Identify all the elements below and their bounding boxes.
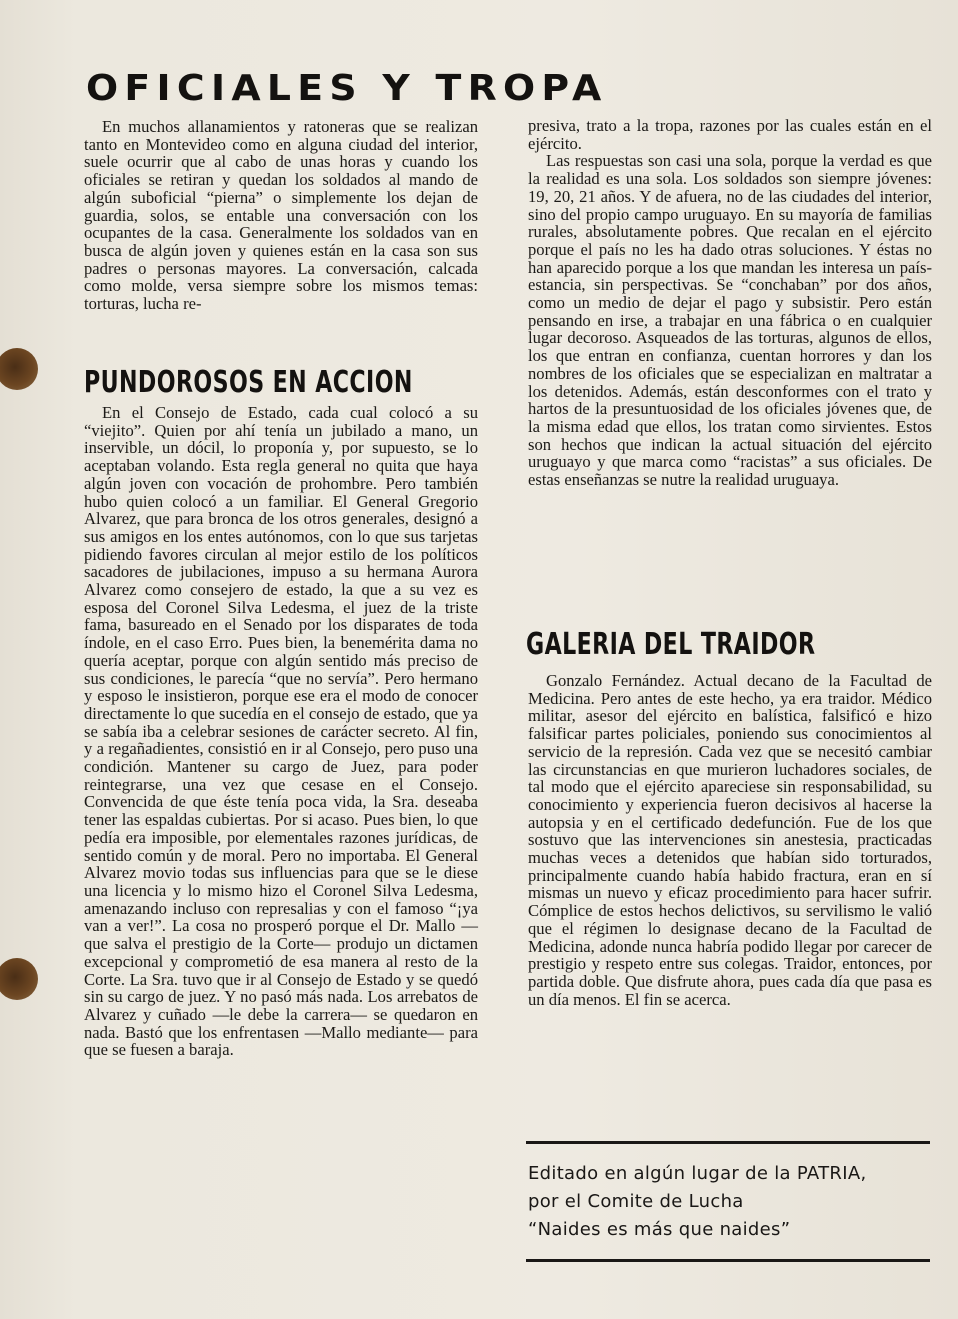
divider-bottom: [526, 1259, 930, 1262]
credits-line-1: Editado en algún lugar de la PATRIA,: [528, 1163, 867, 1184]
divider-top: [526, 1141, 930, 1144]
credits-line-2: por el Comite de Lucha: [528, 1191, 744, 1212]
publisher-credits: [528, 1160, 938, 1244]
section-heading-pundorosos: PUNDOROSOS EN ACCION: [84, 365, 413, 400]
binder-hole-bottom: [0, 958, 38, 1000]
soldiers-paragraph: Las respuestas son casi una sola, porque la verdad es que la realidad es una sola. Los soldados son siempre jóvenes: 19, 20, 21 años. Y de afuera, no de las ciudades del interior, sino del propio campo uruguayo. En su mayoría de familias rurales, absolutamente pobres. Que recalan en el ejército porque el país no les ha dado otras soluciones. Y éstas no han aparecido porque a los que mandan les interesa un país-estancia, sin perspectivas. Se “conchaban” por dos años, como un medio de dejar el pago y subsistir. Pero están pensando en irse, a trabajar en una fábrica o en cualquier lugar decoroso. Asqueados de las torturas, algunos de ellos, los que entran en confianza, cuentan horrores y dan los nombres de los oficiales que se especializan en maltratar a los detenidos. Además, están desconformes con el trato y hartos de la presuntuosidad de los oficiales jóvenes que, de la misma edad que ellos, los tratan como sirvientes. Estos son hechos que indican la actual situación del ejército uruguayo y que marca como “racistas” a sus oficiales. De estas enseñanzas se nutre la realidad uruguaya.: [528, 151, 932, 490]
traidor-paragraph: Gonzalo Fernández. Actual decano de la Facultad de Medicina. Pero antes de este hecho, ya era traidor. Médico militar, asesor del ejército en balística, falsificó e hizo falsificar partes policiales, poniendo sus conocimientos al servicio de la represión. Cada vez que se necesitó cambiar las circunstancias en que murieron luchadores sociales, de tal modo que el ejército apareciese sin responsabilidad, su conocimiento y experiencia fueron decisivos al hacerse la autopsia y en el certificado dedefunción. Fue de los que sostuvo que las intervenciones sin anestesia, practicadas muchas veces a detenidos que habían sido torturados, principalmente cuando había habido fractura, eran en sí mismas un nuevo y eficaz procedimiento para hacer sufrir. Cómplice de estos hechos delictivos, su servilismo le valió que el régimen lo designase decano de la Facultad de Medicina, adonde nunca habría podido llegar por carecer de prestigio y respeto entre sus colegas. Traidor, entonces, por partida doble. Que disfrute ahora, pues cada día que pasa es un día menos. El fin se acerca.: [528, 671, 932, 1009]
page-title: OFICIALES Y TROPA: [86, 68, 608, 109]
continuation-paragraph: presiva, trato a la tropa, razones por las cuales están en el ejército.: [528, 116, 932, 153]
right-column: [528, 117, 932, 489]
intro-paragraph: En muchos allanamientos y ratoneras que se realizan tanto en Montevideo como en alguna ciudad del interior, suele ocurrir que al cabo de unas horas y cuando los oficiales se retiran y quedan los soldados al mando de algún suboficial “pierna” o simplemente los dejan de guardia, solos, se entable una conversación con los ocupantes de la casa. Generalmente los soldados van en busca de algún joven y quienes están en la casa son sus padres o personas mayores. La conversación, calcada como molde, versa siempre sobre los mismos temas: torturas, lucha re-: [84, 117, 478, 314]
section-heading-galeria: GALERIA DEL TRAIDOR: [526, 627, 816, 662]
left-column-section: [84, 404, 478, 1059]
pundorosos-paragraph: En el Consejo de Estado, cada cual colocó a su “viejito”. Quien por ahí tenía un jubilado a mano, un inservible, un dócil, lo proponía y, por supuesto, se lo aceptaban volando. Esta regla general no quita que haya algún joven con vocación de prohombre. Pero también hubo quien colocó a un familiar. El General Gregorio Alvarez, que para bronca de los otros generales, designó a sus amigos en los entes autónomos, con lo que sus tarjetas pidiendo favores circulan al mejor estilo de los políticos sacadores de jubilaciones, impuso a su hermana Aurora Alvarez como consejero de estado, la que a su vez es esposa del Coronel Silva Ledesma, el juez de la triste fama, basureado en el Senado por los disparates de toda índole, en el caso Erro. Pues bien, la benemérita dama no quería aceptar, porque con algún sentido más preciso de sus condiciones, le parecía “que no servía”. Pero hermano y esposo le insistieron, porque ese era el modo de conocer directamente lo que sucedía en el consejo de estado, que ya se sabía iba a celebrar sesiones de carácter secreto. Al fin, y a regañadientes, consistió en ir al Consejo, pero puso una condición. Mantener su cargo de Juez, para poder reintegrarse, una vez que cesase en el Consejo. Convencida de que éste tenía poca vida, la Sra. deseaba tener las espaldas cubiertas. Por si acaso. Pues bien, lo que pedía era imposible, por elementales razones jurídicas, de sentido común y de moral. Pero no importaba. El General Alvarez movio todas sus influencias para que se le diese una licencia y lo mismo hizo el Coronel Silva Ledesma, amenazando incluso con represalias y con el famoso “¡ya van a ver!”. La cosa no prosperó porque el Dr. Mallo —que salva el prestigio de la Corte— produjo un dictamen excepcional y comprometió de esa manera al resto de la Corte. La Sra. tuvo que ir al Consejo de Estado y se quedó sin su cargo de juez. Y no pasó más nada. Los arrebatos de Alvarez y cuñado —le debe la carrera— se quedaron en nada. Bastó que los enfrentasen —Mallo mediante— para que se fuesen a baraja.: [84, 403, 478, 1060]
credits-line-3: “Naides es más que naides”: [528, 1219, 791, 1240]
binder-hole-top: [0, 348, 38, 390]
left-column: [84, 118, 478, 313]
right-column-section: [528, 672, 932, 1008]
